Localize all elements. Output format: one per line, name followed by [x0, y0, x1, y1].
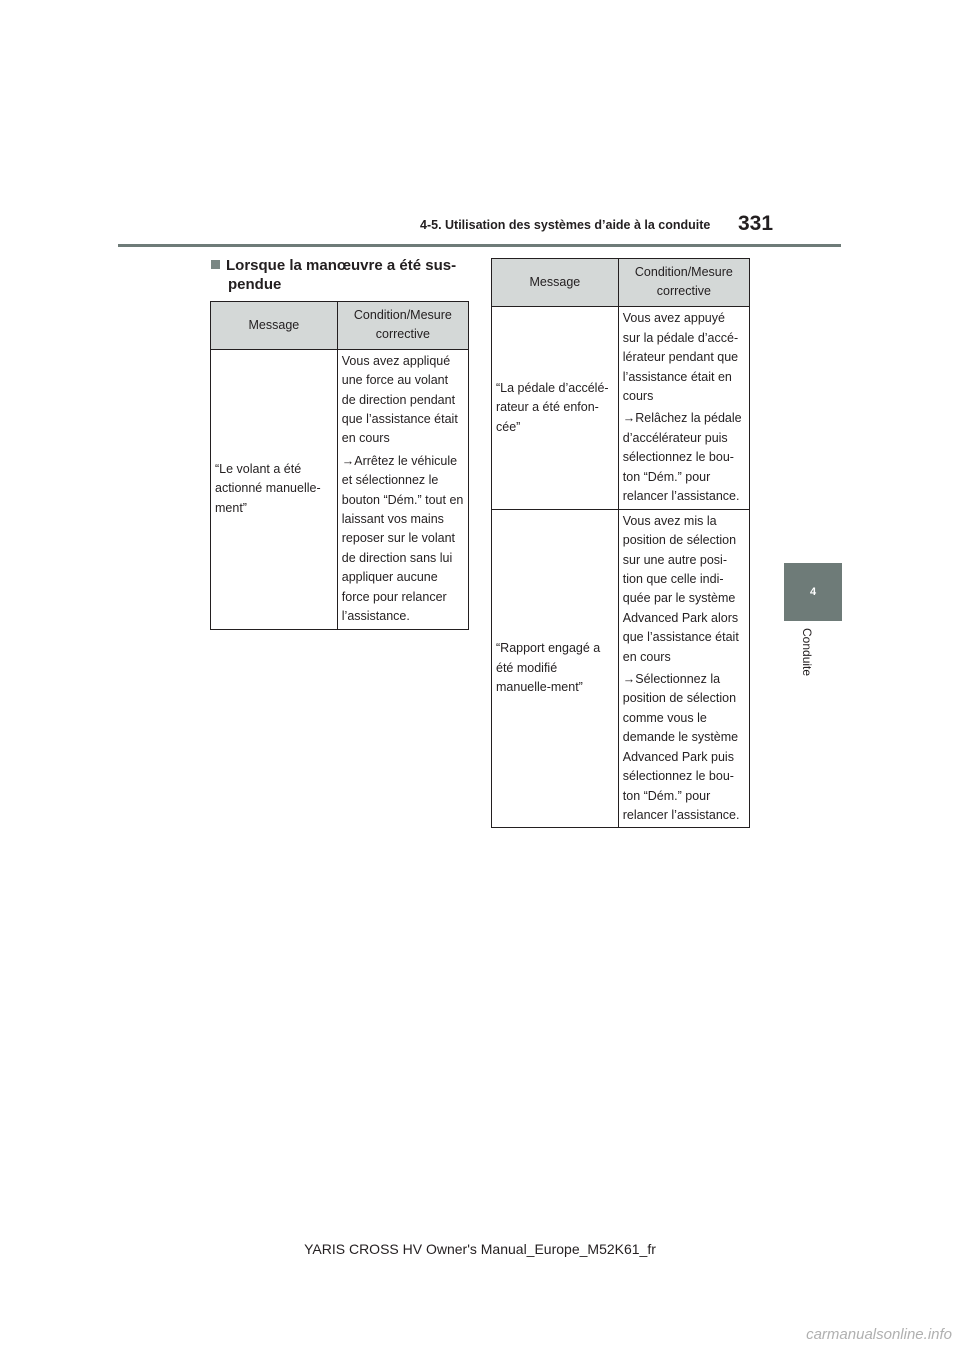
- message-cell: [492, 306, 619, 509]
- table-row: [492, 306, 750, 509]
- header-divider: [118, 244, 841, 247]
- section-heading: [211, 256, 473, 294]
- condition-cell: [337, 349, 468, 629]
- message-cell: [492, 509, 619, 828]
- message-text: “La pédale d’accélé-rateur a été enfon-cée”: [496, 380, 609, 434]
- message-text: “Le volant a été actionné manuelle-ment”: [215, 462, 321, 515]
- condition-cell: [618, 306, 749, 509]
- square-bullet-icon: [211, 260, 220, 269]
- condition-cell: [618, 509, 749, 828]
- column-header-message: Message: [492, 259, 619, 307]
- table-row: [492, 509, 750, 828]
- column-header-condition: Condition/Mesure corrective: [337, 302, 468, 350]
- action-text: →Sélectionnez la position de sélection comme vous le demande le système Advanced Park puis sélectionnez le bou-ton “Dém.” pour relancer l’assistance.: [622, 672, 740, 822]
- chapter-tab[interactable]: [784, 563, 842, 621]
- action-text: →Arrêtez le véhicule et sélectionnez le bouton “Dém.” tout en laissant vos mains reposer sur le volant de direction sans lui appliquer aucune force pour relancer l’assistance.: [341, 453, 464, 624]
- table-row: [211, 349, 469, 629]
- message-table-1: [210, 301, 469, 630]
- chapter-label: Conduite: [800, 628, 814, 677]
- manual-footer: YARIS CROSS HV Owner's Manual_Europe_M52K61_fr: [304, 1241, 656, 1257]
- message-cell: [211, 349, 338, 629]
- chapter-number: 4: [809, 586, 817, 598]
- watermark: carmanualsonline.info: [806, 1326, 952, 1343]
- message-text: “Rapport engagé a été modifié manuelle-ment”: [496, 641, 601, 695]
- condition-text: Vous avez appliqué une force au volant de direction pendant que l’assistance était en cours: [341, 353, 458, 446]
- table-header-row: [492, 259, 750, 307]
- section-heading-line2: pendue: [228, 276, 282, 293]
- table-header-row: [211, 302, 469, 350]
- section-heading-line1: Lorsque la manœuvre a été sus-: [226, 257, 457, 274]
- column-header-condition: Condition/Mesure corrective: [618, 259, 749, 307]
- column-header-message: Message: [211, 302, 338, 350]
- message-table-2: [491, 258, 750, 828]
- condition-text: Vous avez appuyé sur la pédale d’accé-lérateur pendant que l’assistance était en cours: [622, 311, 739, 403]
- page-number: 331: [738, 212, 774, 235]
- action-text: →Relâchez la pédale d’accélérateur puis sélectionnez le bou-ton “Dém.” pour relancer l’assistance.: [622, 411, 742, 503]
- condition-text: Vous avez mis la position de sélection sur une autre posi-tion que celle indi-quée par le système Advanced Park alors que l’assistance était en cours: [622, 513, 739, 664]
- running-header: 4-5. Utilisation des systèmes d’aide à la conduite: [420, 218, 711, 232]
